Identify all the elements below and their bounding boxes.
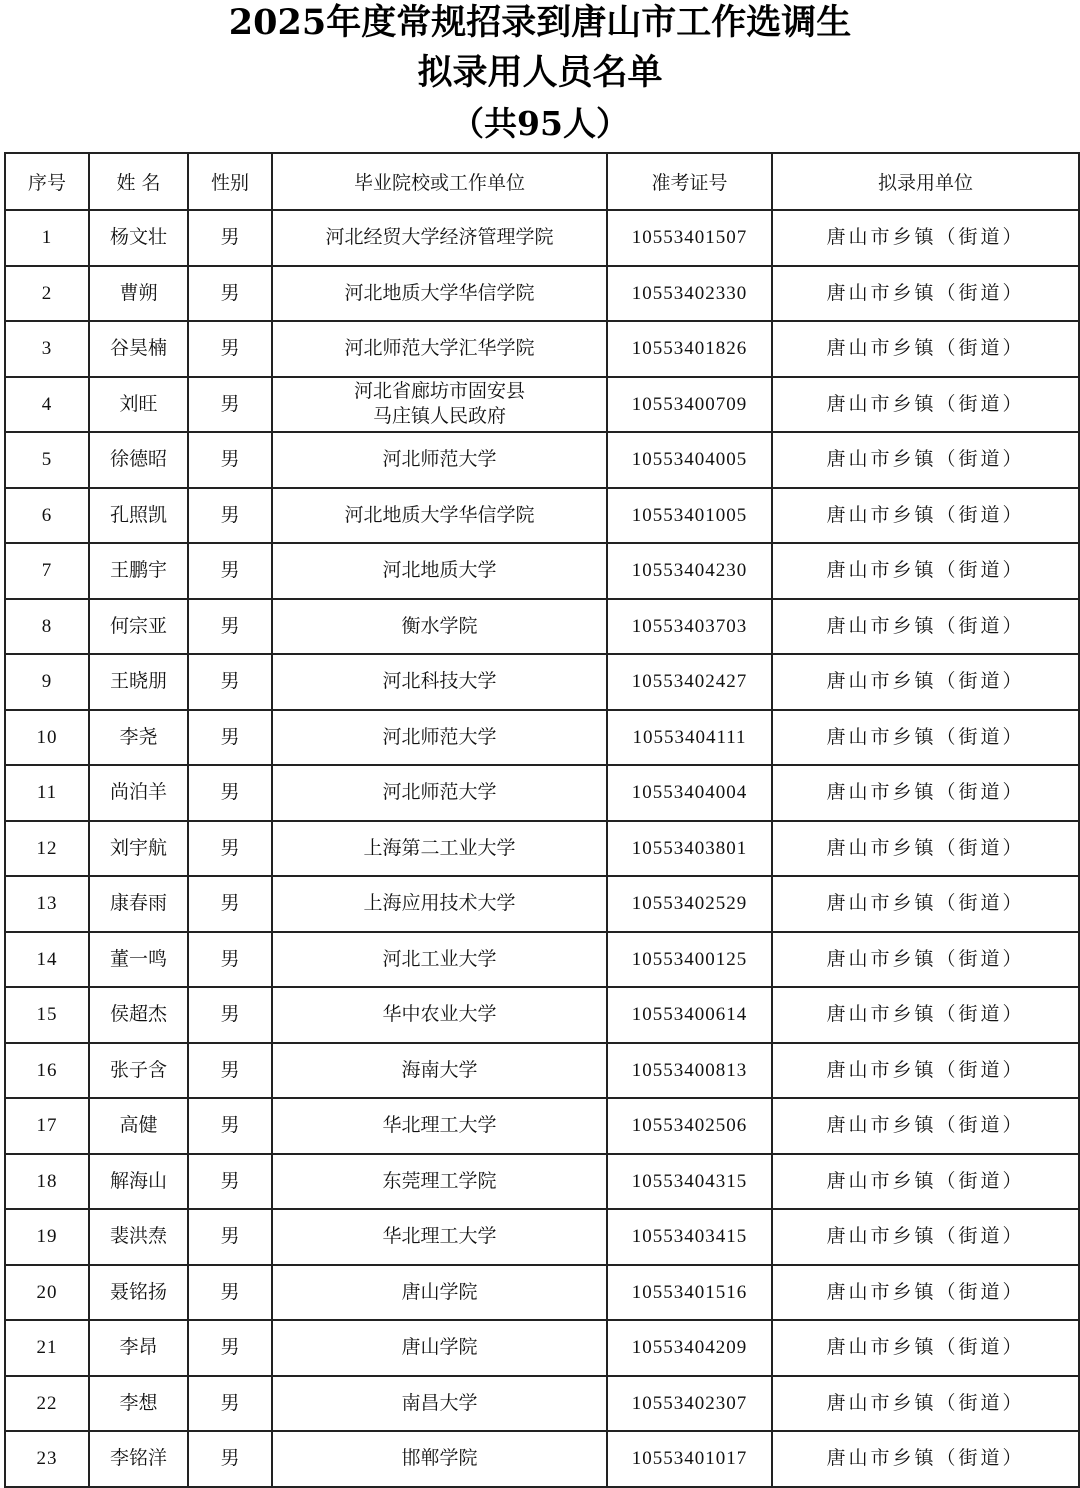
serial-cell: 17: [5, 1098, 89, 1154]
candidate-table: [4, 152, 1080, 1488]
header-unit: 拟录用单位: [772, 153, 1079, 210]
name-cell: 何宗亚: [89, 599, 188, 655]
table-row: [5, 765, 1079, 821]
gender-cell: 男: [188, 321, 272, 377]
gender-cell: 男: [188, 488, 272, 544]
school-cell: 邯郸学院: [272, 1431, 607, 1487]
gender-cell: 男: [188, 377, 272, 433]
name-cell: 李昂: [89, 1320, 188, 1376]
school-cell: 河北地质大学: [272, 543, 607, 599]
school-line-1: 河北省廊坊市固安县: [353, 380, 525, 403]
table-row: [5, 932, 1079, 988]
name-cell: 解海山: [89, 1154, 188, 1210]
exam-id-cell: 10553402529: [607, 876, 772, 932]
serial-cell: 6: [5, 488, 89, 544]
gender-cell: 男: [188, 1431, 272, 1487]
exam-id-cell: 10553400125: [607, 932, 772, 988]
exam-id-cell: 10553402506: [607, 1098, 772, 1154]
name-cell: 刘旺: [89, 377, 188, 433]
school-cell: 南昌大学: [272, 1376, 607, 1432]
table-row: [5, 1209, 1079, 1265]
header-name: 姓 名: [89, 153, 188, 210]
unit-cell: 唐山市乡镇（街道）: [772, 266, 1079, 322]
table-row: [5, 1265, 1079, 1321]
name-cell: 孔照凯: [89, 488, 188, 544]
serial-cell: 23: [5, 1431, 89, 1487]
document-subtitle: 拟录用人员名单: [417, 52, 663, 93]
school-cell: 东莞理工学院: [272, 1154, 607, 1210]
exam-id-cell: 10553400813: [607, 1043, 772, 1099]
name-cell: 谷昊楠: [89, 321, 188, 377]
school-cell: 海南大学: [272, 1043, 607, 1099]
header-gender: 性别: [188, 153, 272, 210]
name-cell: 徐德昭: [89, 432, 188, 488]
table-row: [5, 821, 1079, 877]
header-exam-id: 准考证号: [607, 153, 772, 210]
name-cell: 曹朔: [89, 266, 188, 322]
serial-cell: 21: [5, 1320, 89, 1376]
serial-cell: 19: [5, 1209, 89, 1265]
unit-cell: 唐山市乡镇（街道）: [772, 821, 1079, 877]
school-cell: 河北工业大学: [272, 932, 607, 988]
school-cell: 河北师范大学汇华学院: [272, 321, 607, 377]
serial-cell: 11: [5, 765, 89, 821]
unit-cell: 唐山市乡镇（街道）: [772, 543, 1079, 599]
exam-id-cell: 10553403801: [607, 821, 772, 877]
name-cell: 聂铭扬: [89, 1265, 188, 1321]
table-row: [5, 210, 1079, 266]
school-cell: 华中农业大学: [272, 987, 607, 1043]
unit-cell: 唐山市乡镇（街道）: [772, 765, 1079, 821]
gender-cell: 男: [188, 1265, 272, 1321]
gender-cell: 男: [188, 987, 272, 1043]
table-row: [5, 1098, 1079, 1154]
exam-id-cell: 10553400614: [607, 987, 772, 1043]
unit-cell: 唐山市乡镇（街道）: [772, 1320, 1079, 1376]
table-row: [5, 1376, 1079, 1432]
header-school: 毕业院校或工作单位: [272, 153, 607, 210]
gender-cell: 男: [188, 599, 272, 655]
table-row: [5, 1043, 1079, 1099]
table-row: [5, 488, 1079, 544]
unit-cell: 唐山市乡镇（街道）: [772, 210, 1079, 266]
school-cell: 河北师范大学: [272, 765, 607, 821]
school-cell: 上海第二工业大学: [272, 821, 607, 877]
table-row: [5, 1154, 1079, 1210]
exam-id-cell: 10553401826: [607, 321, 772, 377]
table-row: [5, 377, 1079, 433]
school-cell: 华北理工大学: [272, 1098, 607, 1154]
gender-cell: 男: [188, 1376, 272, 1432]
table-row: [5, 876, 1079, 932]
school-cell: 华北理工大学: [272, 1209, 607, 1265]
gender-cell: 男: [188, 210, 272, 266]
gender-cell: 男: [188, 432, 272, 488]
table-row: [5, 1431, 1079, 1487]
gender-cell: 男: [188, 765, 272, 821]
name-cell: 李铭洋: [89, 1431, 188, 1487]
table-row: [5, 266, 1079, 322]
exam-id-cell: 10553403703: [607, 599, 772, 655]
serial-cell: 20: [5, 1265, 89, 1321]
unit-cell: 唐山市乡镇（街道）: [772, 1209, 1079, 1265]
serial-cell: 9: [5, 654, 89, 710]
name-cell: 王鹏宇: [89, 543, 188, 599]
name-cell: 侯超杰: [89, 987, 188, 1043]
gender-cell: 男: [188, 932, 272, 988]
gender-cell: 男: [188, 266, 272, 322]
table-header-row: [5, 153, 1079, 210]
unit-cell: 唐山市乡镇（街道）: [772, 710, 1079, 766]
exam-id-cell: 10553401516: [607, 1265, 772, 1321]
school-line-2: 马庄镇人民政府: [372, 405, 506, 428]
school-cell: 河北科技大学: [272, 654, 607, 710]
unit-cell: 唐山市乡镇（街道）: [772, 321, 1079, 377]
exam-id-cell: 10553401017: [607, 1431, 772, 1487]
school-cell: 上海应用技术大学: [272, 876, 607, 932]
serial-cell: 4: [5, 377, 89, 433]
school-cell: 衡水学院: [272, 599, 607, 655]
gender-cell: 男: [188, 1098, 272, 1154]
gender-cell: 男: [188, 1154, 272, 1210]
name-cell: 李想: [89, 1376, 188, 1432]
serial-cell: 1: [5, 210, 89, 266]
unit-cell: 唐山市乡镇（街道）: [772, 599, 1079, 655]
serial-cell: 16: [5, 1043, 89, 1099]
table-row: [5, 543, 1079, 599]
school-cell: [272, 377, 607, 433]
serial-cell: 8: [5, 599, 89, 655]
serial-cell: 2: [5, 266, 89, 322]
unit-cell: 唐山市乡镇（街道）: [772, 1154, 1079, 1210]
table-row: [5, 654, 1079, 710]
unit-cell: 唐山市乡镇（街道）: [772, 932, 1079, 988]
exam-id-cell: 10553401005: [607, 488, 772, 544]
table-row: [5, 432, 1079, 488]
gender-cell: 男: [188, 821, 272, 877]
name-cell: 董一鸣: [89, 932, 188, 988]
gender-cell: 男: [188, 876, 272, 932]
name-cell: 高健: [89, 1098, 188, 1154]
exam-id-cell: 10553403415: [607, 1209, 772, 1265]
school-cell: 唐山学院: [272, 1320, 607, 1376]
table-row: [5, 710, 1079, 766]
table-row: [5, 1320, 1079, 1376]
name-cell: 尚泊羊: [89, 765, 188, 821]
school-cell: 唐山学院: [272, 1265, 607, 1321]
exam-id-cell: 10553404315: [607, 1154, 772, 1210]
unit-cell: 唐山市乡镇（街道）: [772, 1043, 1079, 1099]
unit-cell: 唐山市乡镇（街道）: [772, 1265, 1079, 1321]
serial-cell: 15: [5, 987, 89, 1043]
serial-cell: 14: [5, 932, 89, 988]
table-row: [5, 987, 1079, 1043]
name-cell: 刘宇航: [89, 821, 188, 877]
exam-id-cell: 10553402307: [607, 1376, 772, 1432]
exam-id-cell: 10553404230: [607, 543, 772, 599]
gender-cell: 男: [188, 1320, 272, 1376]
serial-cell: 3: [5, 321, 89, 377]
name-cell: 康春雨: [89, 876, 188, 932]
exam-id-cell: 10553404005: [607, 432, 772, 488]
school-cell: 河北地质大学华信学院: [272, 266, 607, 322]
serial-cell: 18: [5, 1154, 89, 1210]
header-serial: 序号: [5, 153, 89, 210]
exam-id-cell: 10553404004: [607, 765, 772, 821]
gender-cell: 男: [188, 710, 272, 766]
exam-id-cell: 10553402330: [607, 266, 772, 322]
unit-cell: 唐山市乡镇（街道）: [772, 432, 1079, 488]
name-cell: 王晓朋: [89, 654, 188, 710]
unit-cell: 唐山市乡镇（街道）: [772, 654, 1079, 710]
serial-cell: 5: [5, 432, 89, 488]
name-cell: 张子含: [89, 1043, 188, 1099]
serial-cell: 12: [5, 821, 89, 877]
exam-id-cell: 10553402427: [607, 654, 772, 710]
exam-id-cell: 10553404111: [607, 710, 772, 766]
school-cell: 河北地质大学华信学院: [272, 488, 607, 544]
unit-cell: 唐山市乡镇（街道）: [772, 987, 1079, 1043]
serial-cell: 22: [5, 1376, 89, 1432]
gender-cell: 男: [188, 1043, 272, 1099]
table-row: [5, 321, 1079, 377]
school-cell: 河北师范大学: [272, 432, 607, 488]
unit-cell: 唐山市乡镇（街道）: [772, 876, 1079, 932]
unit-cell: 唐山市乡镇（街道）: [772, 377, 1079, 433]
unit-cell: 唐山市乡镇（街道）: [772, 488, 1079, 544]
document-title: 2025年度常规招录到唐山市工作选调生: [228, 2, 852, 43]
name-cell: 杨文壮: [89, 210, 188, 266]
gender-cell: 男: [188, 543, 272, 599]
exam-id-cell: 10553401507: [607, 210, 772, 266]
serial-cell: 7: [5, 543, 89, 599]
gender-cell: 男: [188, 654, 272, 710]
name-cell: 裴洪焘: [89, 1209, 188, 1265]
unit-cell: 唐山市乡镇（街道）: [772, 1431, 1079, 1487]
unit-cell: 唐山市乡镇（街道）: [772, 1098, 1079, 1154]
serial-cell: 13: [5, 876, 89, 932]
school-cell: 河北经贸大学经济管理学院: [272, 210, 607, 266]
table-row: [5, 599, 1079, 655]
gender-cell: 男: [188, 1209, 272, 1265]
name-cell: 李尧: [89, 710, 188, 766]
school-cell: 河北师范大学: [272, 710, 607, 766]
total-count: （共95人）: [451, 104, 629, 143]
unit-cell: 唐山市乡镇（街道）: [772, 1376, 1079, 1432]
exam-id-cell: 10553404209: [607, 1320, 772, 1376]
exam-id-cell: 10553400709: [607, 377, 772, 433]
serial-cell: 10: [5, 710, 89, 766]
